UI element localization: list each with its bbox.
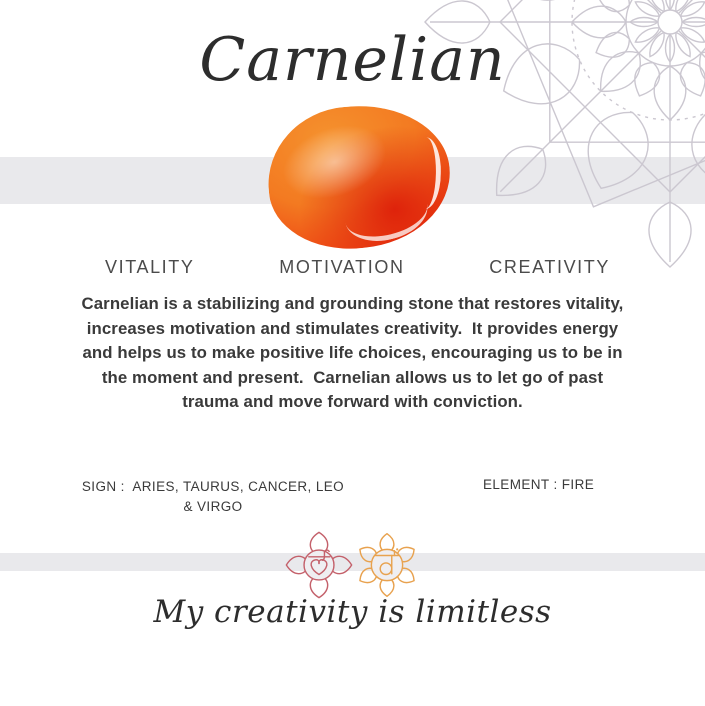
keyword-creativity: CREATIVITY	[489, 257, 610, 277]
element-text: ELEMENT : FIRE	[483, 477, 595, 492]
sacral-chakra-icon	[353, 531, 421, 599]
keyword-vitality: VITALITY	[105, 257, 195, 277]
affirmation-text: My creativity is limitless	[153, 594, 552, 630]
sign-text: SIGN : ARIES, TAURUS, CANCER, LEO & VIRGO	[81, 479, 349, 514]
description-text: Carnelian is a stabilizing and grounding stone that restores vitality, increases motivation and stimulates creativity. It provides energy and helps us to make positive life choices, encouraging us to be in the moment and present. Carnelian allows us to let go of past trauma and move forward with conviction.	[81, 294, 629, 412]
keywords-row	[105, 257, 610, 278]
chakra-icons-row	[285, 531, 421, 599]
page-title: Carnelian	[199, 25, 506, 95]
root-chakra-icon	[285, 531, 353, 599]
keyword-motivation: MOTIVATION	[279, 257, 405, 277]
